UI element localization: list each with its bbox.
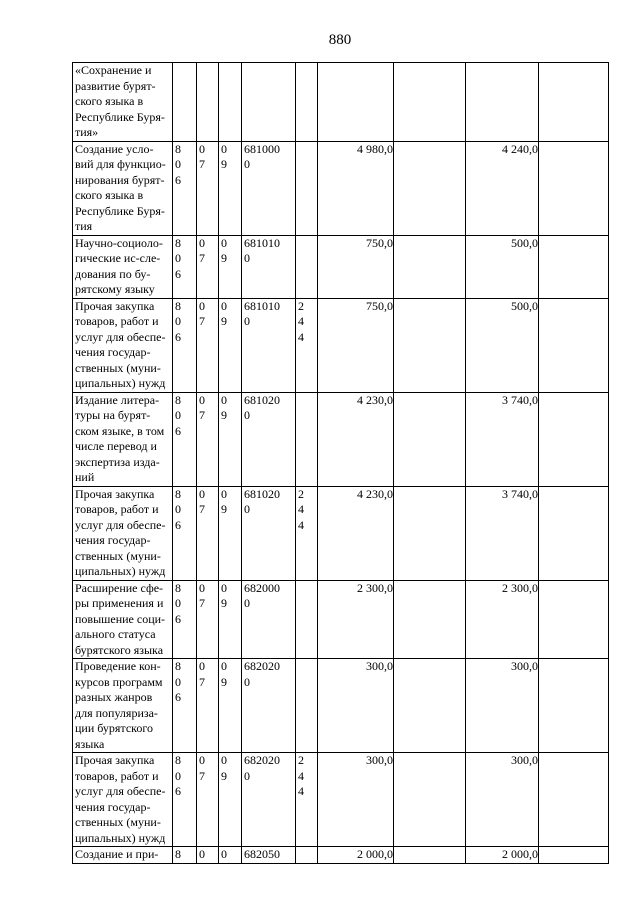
- grbs-code-line: 8: [175, 486, 181, 501]
- section-code: [197, 753, 219, 847]
- table-row: [73, 141, 609, 235]
- subsection-code-line: 9: [221, 408, 227, 422]
- target-article-code-line: 0: [244, 768, 250, 783]
- target-article-code-line: 0: [244, 314, 250, 328]
- expense-type-code: [296, 580, 318, 659]
- section-code-line: 0: [199, 486, 205, 501]
- subsection-code-line: 0: [221, 659, 227, 673]
- table-row: [73, 580, 609, 659]
- section-code: [197, 298, 219, 392]
- subsection-code: [219, 235, 242, 298]
- amount-1: 4 230,0: [318, 486, 394, 580]
- subsection-code-line: 0: [221, 235, 227, 250]
- subsection-code-line: 9: [221, 768, 227, 783]
- row-name-line: Республике Буря-: [75, 109, 165, 124]
- target-article-code-line: 681010: [244, 235, 280, 250]
- row-name-line: дования по бу-: [75, 266, 151, 281]
- row-name-line: услуг для обеспе-: [75, 329, 166, 344]
- row-name: [73, 63, 173, 142]
- grbs-code-line: 8: [175, 847, 181, 861]
- row-name: [73, 659, 173, 753]
- subsection-code-line: 9: [221, 502, 227, 516]
- subsection-code-line: 0: [221, 392, 227, 407]
- row-name: [73, 847, 173, 864]
- amount-1: 2 300,0: [318, 580, 394, 659]
- section-code: [197, 847, 219, 864]
- subsection-code-line: 9: [221, 314, 227, 328]
- target-article-code-line: 0: [244, 408, 250, 422]
- section-code-line: 0: [199, 847, 205, 861]
- subsection-code-line: 9: [221, 596, 227, 610]
- empty-column-1: [394, 753, 466, 847]
- row-name-line: чения государ-: [75, 533, 151, 547]
- row-name-line: ственных (муни-: [75, 360, 161, 375]
- target-article-code: [242, 298, 296, 392]
- row-name-line: повышение соци-: [75, 611, 166, 626]
- empty-column-1: [394, 141, 466, 235]
- row-name-line: Создание усло-: [75, 141, 154, 156]
- row-name-line: чения государ-: [75, 345, 151, 359]
- row-name-line: услуг для обеспе-: [75, 784, 166, 798]
- subsection-code: [219, 141, 242, 235]
- empty-column-2: [539, 141, 609, 235]
- section-code-line: 7: [199, 768, 205, 783]
- target-article-code-line: 0: [244, 251, 250, 265]
- empty-column-1: [394, 298, 466, 392]
- target-article-code-line: 0: [244, 157, 250, 171]
- grbs-code-line: 6: [175, 329, 181, 344]
- empty-column-1: [394, 847, 466, 864]
- target-article-code-line: 681020: [244, 392, 280, 407]
- subsection-code: [219, 580, 242, 659]
- row-name-line: ры применения и: [75, 596, 164, 610]
- grbs-code-line: 8: [175, 580, 181, 595]
- empty-column-1: [394, 235, 466, 298]
- expense-type-code-line: 4: [298, 517, 304, 532]
- expense-type-code: [296, 486, 318, 580]
- subsection-code: [219, 659, 242, 753]
- expense-type-code-line: 4: [298, 314, 304, 328]
- subsection-code: [219, 298, 242, 392]
- expense-type-code: [296, 235, 318, 298]
- grbs-code-line: 0: [175, 157, 181, 171]
- table-row: [73, 486, 609, 580]
- target-article-code-line: 681000: [244, 141, 280, 156]
- row-name-line: чения государ-: [75, 799, 151, 814]
- empty-column-2: [539, 63, 609, 142]
- section-code-line: 7: [199, 408, 205, 422]
- row-name-line: Издание литера-: [75, 392, 160, 407]
- subsection-code-line: 9: [221, 674, 227, 689]
- row-name-line: ального статуса: [75, 627, 156, 641]
- row-name-line: Прочая закупка: [75, 753, 155, 767]
- amount-1: [318, 63, 394, 142]
- row-name-line: ции бурятского: [75, 721, 153, 735]
- row-name-line: Проведение кон-: [75, 659, 161, 673]
- row-name: [73, 486, 173, 580]
- table-row: [73, 298, 609, 392]
- grbs-code: [173, 298, 197, 392]
- grbs-code-line: 6: [175, 423, 181, 438]
- row-name-line: бурятского языка: [75, 642, 164, 657]
- grbs-code-line: 8: [175, 753, 181, 767]
- section-code-line: 0: [199, 235, 205, 250]
- grbs-code: [173, 753, 197, 847]
- grbs-code-line: 8: [175, 141, 181, 156]
- row-name: [73, 141, 173, 235]
- grbs-code: [173, 392, 197, 486]
- row-name-line: экспертиза изда-: [75, 454, 160, 469]
- amount-2: 4 240,0: [466, 141, 539, 235]
- expense-type-code-line: 2: [298, 298, 304, 313]
- row-name-line: языка: [75, 736, 105, 751]
- section-code-line: 0: [199, 298, 205, 313]
- amount-2: 3 740,0: [466, 392, 539, 486]
- grbs-code: [173, 141, 197, 235]
- grbs-code: [173, 659, 197, 753]
- section-code: [197, 392, 219, 486]
- target-article-code: [242, 659, 296, 753]
- grbs-code-line: 0: [175, 408, 181, 422]
- row-name: [73, 392, 173, 486]
- grbs-code-line: 6: [175, 266, 181, 281]
- target-article-code-line: 682050: [244, 847, 280, 861]
- target-article-code: [242, 392, 296, 486]
- expense-type-code-line: 4: [298, 329, 304, 344]
- expense-type-code-line: 4: [298, 768, 304, 783]
- expense-type-code: [296, 63, 318, 142]
- row-name-line: ского языка в: [75, 188, 144, 202]
- row-name-line: вий для функцио-: [75, 157, 166, 171]
- row-name-line: нирования бурят-: [75, 172, 165, 187]
- table-row: [73, 753, 609, 847]
- grbs-code: [173, 235, 197, 298]
- empty-column-2: [539, 392, 609, 486]
- target-article-code: [242, 235, 296, 298]
- table-row: [73, 235, 609, 298]
- amount-2: 3 740,0: [466, 486, 539, 580]
- grbs-code-line: 8: [175, 235, 181, 250]
- empty-column-1: [394, 659, 466, 753]
- row-name-line: гические ис-сле-: [75, 251, 161, 265]
- grbs-code-line: 6: [175, 517, 181, 532]
- subsection-code-line: 0: [221, 141, 227, 156]
- empty-column-1: [394, 486, 466, 580]
- section-code: [197, 486, 219, 580]
- grbs-code-line: 0: [175, 502, 181, 516]
- subsection-code: [219, 847, 242, 864]
- amount-2: 2 300,0: [466, 580, 539, 659]
- target-article-code: [242, 580, 296, 659]
- table-body: [73, 63, 609, 864]
- amount-2: 500,0: [466, 298, 539, 392]
- row-name-line: тия»: [75, 125, 99, 139]
- grbs-code-line: 0: [175, 314, 181, 328]
- target-article-code-line: 682000: [244, 580, 280, 595]
- subsection-code: [219, 63, 242, 142]
- expense-type-code: [296, 659, 318, 753]
- row-name-line: Создание и при-: [75, 847, 159, 861]
- subsection-code-line: 0: [221, 486, 227, 501]
- section-code: [197, 141, 219, 235]
- grbs-code-line: 8: [175, 392, 181, 407]
- row-name-line: Прочая закупка: [75, 298, 155, 313]
- row-name-line: туры на бурят-: [75, 408, 151, 422]
- target-article-code-line: 0: [244, 502, 250, 516]
- row-name-line: ского языка в: [75, 94, 144, 108]
- row-name-line: ственных (муни-: [75, 548, 161, 563]
- amount-2: 300,0: [466, 753, 539, 847]
- empty-column-2: [539, 298, 609, 392]
- row-name-line: Прочая закупка: [75, 486, 155, 501]
- row-name-line: развитие бурят-: [75, 78, 156, 93]
- section-code-line: 7: [199, 596, 205, 610]
- row-name-line: ципальных) нужд: [75, 830, 166, 845]
- amount-1: 4 980,0: [318, 141, 394, 235]
- amount-1: 300,0: [318, 753, 394, 847]
- row-name-line: ципальных) нужд: [75, 564, 166, 578]
- section-code: [197, 580, 219, 659]
- section-code-line: 0: [199, 753, 205, 767]
- table-row: [73, 392, 609, 486]
- grbs-code-line: 0: [175, 251, 181, 265]
- row-name-line: для популяриза-: [75, 705, 158, 720]
- row-name-line: ципальных) нужд: [75, 376, 166, 390]
- target-article-code-line: 682020: [244, 753, 280, 767]
- expense-type-code-line: 4: [298, 502, 304, 516]
- subsection-code-line: 0: [221, 753, 227, 767]
- section-code-line: 0: [199, 392, 205, 407]
- row-name-line: разных жанров: [75, 690, 153, 704]
- grbs-code-line: 6: [175, 690, 181, 704]
- section-code-line: 0: [199, 580, 205, 595]
- row-name: [73, 235, 173, 298]
- row-name-line: товаров, работ и: [75, 768, 159, 783]
- row-name-line: курсов программ: [75, 674, 163, 689]
- grbs-code-line: 0: [175, 768, 181, 783]
- empty-column-2: [539, 235, 609, 298]
- row-name-line: ском языке, в том: [75, 423, 165, 438]
- target-article-code: [242, 63, 296, 142]
- empty-column-2: [539, 659, 609, 753]
- section-code-line: 7: [199, 674, 205, 689]
- expense-type-code: [296, 392, 318, 486]
- empty-column-2: [539, 486, 609, 580]
- target-article-code: [242, 847, 296, 864]
- subsection-code-line: 0: [221, 298, 227, 313]
- row-name-line: рятскому языку: [75, 282, 155, 296]
- grbs-code-line: 6: [175, 784, 181, 798]
- amount-1: 2 000,0: [318, 847, 394, 864]
- expense-type-code: [296, 753, 318, 847]
- target-article-code: [242, 486, 296, 580]
- row-name-line: ний: [75, 470, 95, 484]
- section-code: [197, 63, 219, 142]
- row-name-line: Расширение сфе-: [75, 580, 164, 595]
- subsection-code-line: 9: [221, 251, 227, 265]
- grbs-code-line: 6: [175, 611, 181, 626]
- grbs-code: [173, 486, 197, 580]
- row-name-line: товаров, работ и: [75, 314, 159, 328]
- budget-table: [72, 62, 609, 864]
- grbs-code: [173, 580, 197, 659]
- row-name: [73, 580, 173, 659]
- amount-1: 750,0: [318, 298, 394, 392]
- subsection-code: [219, 392, 242, 486]
- row-name-line: товаров, работ и: [75, 502, 159, 516]
- target-article-code-line: 681010: [244, 298, 280, 313]
- subsection-code-line: 0: [221, 847, 227, 861]
- grbs-code-line: 0: [175, 674, 181, 689]
- expense-type-code-line: 2: [298, 753, 304, 767]
- row-name-line: услуг для обеспе-: [75, 517, 166, 532]
- amount-2: 2 000,0: [466, 847, 539, 864]
- expense-type-code-line: 4: [298, 784, 304, 798]
- section-code: [197, 659, 219, 753]
- subsection-code-line: 0: [221, 580, 227, 595]
- expense-type-code: [296, 298, 318, 392]
- target-article-code: [242, 141, 296, 235]
- section-code-line: 0: [199, 141, 205, 156]
- amount-1: 300,0: [318, 659, 394, 753]
- amount-1: 4 230,0: [318, 392, 394, 486]
- amount-2: 500,0: [466, 235, 539, 298]
- empty-column-1: [394, 392, 466, 486]
- table-row: [73, 63, 609, 142]
- row-name-line: тия: [75, 219, 93, 233]
- section-code-line: 7: [199, 251, 205, 265]
- amount-2: [466, 63, 539, 142]
- grbs-code: [173, 847, 197, 864]
- empty-column-1: [394, 63, 466, 142]
- section-code-line: 7: [199, 157, 205, 171]
- empty-column-2: [539, 847, 609, 864]
- amount-2: 300,0: [466, 659, 539, 753]
- section-code: [197, 235, 219, 298]
- row-name-line: «Сохранение и: [75, 63, 152, 77]
- grbs-code-line: 0: [175, 596, 181, 610]
- row-name-line: числе перевод и: [75, 439, 157, 453]
- empty-column-2: [539, 580, 609, 659]
- grbs-code-line: 8: [175, 298, 181, 313]
- row-name: [73, 298, 173, 392]
- section-code-line: 7: [199, 314, 205, 328]
- subsection-code: [219, 486, 242, 580]
- row-name-line: ственных (муни-: [75, 815, 161, 829]
- grbs-code-line: 8: [175, 659, 181, 673]
- expense-type-code-line: 2: [298, 486, 304, 501]
- empty-column-2: [539, 753, 609, 847]
- grbs-code-line: 6: [175, 172, 181, 187]
- subsection-code: [219, 753, 242, 847]
- target-article-code: [242, 753, 296, 847]
- target-article-code-line: 682020: [244, 659, 280, 673]
- page-number: 880: [328, 32, 352, 48]
- row-name: [73, 753, 173, 847]
- table-row: [73, 659, 609, 753]
- expense-type-code: [296, 141, 318, 235]
- target-article-code-line: 681020: [244, 486, 280, 501]
- empty-column-1: [394, 580, 466, 659]
- section-code-line: 7: [199, 502, 205, 516]
- target-article-code-line: 0: [244, 674, 250, 689]
- row-name-line: Республике Буря-: [75, 203, 165, 218]
- table-row: [73, 847, 609, 864]
- subsection-code-line: 9: [221, 157, 227, 171]
- expense-type-code: [296, 847, 318, 864]
- row-name-line: Научно-социоло-: [75, 235, 163, 250]
- section-code-line: 0: [199, 659, 205, 673]
- amount-1: 750,0: [318, 235, 394, 298]
- grbs-code: [173, 63, 197, 142]
- target-article-code-line: 0: [244, 596, 250, 610]
